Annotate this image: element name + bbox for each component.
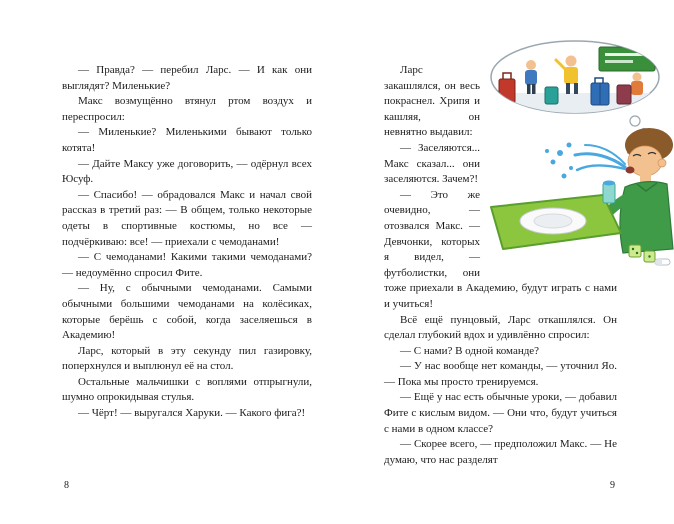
paragraph: Ларс закашлялся, он весь покраснел. Хрипя и кашляя, он невнятно выдавил: <box>384 64 480 139</box>
academy-sign-icon <box>599 47 655 71</box>
page-number-right: 9 <box>610 480 615 491</box>
paragraph: — С нами? В одной команде? <box>400 344 540 357</box>
paragraph: Ларс, который в эту секунду пил газировку, поперхнулся и выплюнул её на стол. <box>62 344 312 373</box>
illustration-spitting-boy <box>487 37 673 269</box>
boy-ear <box>658 159 666 167</box>
paragraph: — Заселяются... Макс сказал... они заселяются. Зачем?! <box>384 141 480 186</box>
paragraph: — Скорее всего, — предположил Макс. — Не думаю, что нас разделят <box>384 438 617 466</box>
paragraph: — Миленькие? Миленькими бывают только котята! <box>62 126 312 154</box>
paragraph: — Это же очевидно, — отозвался Макс. — Девчонки, которых я видел, — футболистки, они тоже приехали в Академию, будут играть с нами и учиться! <box>384 188 617 310</box>
paragraph: Остальные мальчишки с воплями отпрыгнули, шумно опрокидывая стулья. <box>62 375 312 404</box>
plate-inner <box>534 214 572 228</box>
paragraph: — У нас вообще нет команды, — уточнил Яо. — Пока мы просто тренируемся. <box>384 360 617 388</box>
paragraph: — Правда? — перебил Ларс. — И как они выглядят? Миленькие? <box>62 64 312 92</box>
person-orange-shirt-icon <box>631 73 643 96</box>
suitcase-teal-icon <box>545 87 558 104</box>
cup-icon <box>603 181 615 204</box>
page-left <box>62 0 312 524</box>
capsule-icon <box>655 259 670 265</box>
left-text-block <box>62 0 312 422</box>
page-number-left: 8 <box>64 480 69 491</box>
water-spray-icon <box>545 143 625 179</box>
paragraph: Макс возмущённо втянул ртом воздух и переспросил: <box>62 95 312 123</box>
boy-mouth <box>626 167 635 174</box>
paragraph: — Ещё у нас есть обычные уроки, — добавил Фите с кислым видом. — Они что, будут учиться с нами в одном классе? <box>384 391 617 435</box>
paragraph: Всё ещё пунцовый, Ларс откашлялся. Он сделал глубокий вдох и удивлённо спросил: <box>384 313 617 342</box>
page-right <box>384 0 617 524</box>
paragraph: — Чёрт! — выругался Харуки. — Какого фига?! <box>78 407 306 420</box>
tray <box>491 181 621 250</box>
paragraph: — Ну, с обычными чемоданами. Самыми обычными большими чемоданами на колёсиках, которые берёшь с собой, когда заселяешься в Академию! <box>62 282 312 342</box>
paragraph: — Дайте Максу уже договорить, — одёрнул всех Юсуф. <box>62 157 312 186</box>
paragraph: — С чемоданами! Какими такими чемоданами? — недоумённо спросил Фите. <box>62 251 312 279</box>
suitcase-maroon-icon <box>617 85 631 104</box>
right-text-block <box>384 0 617 468</box>
paragraph: — Спасибо! — обрадовался Макс и начал свой рассказ в третий раз: — В общем, только некоторые одеты в спортивные костюмы, но все — подчёркиваю: все! — приехали с чемоданами! <box>62 188 312 248</box>
bubble-floor <box>491 93 659 115</box>
